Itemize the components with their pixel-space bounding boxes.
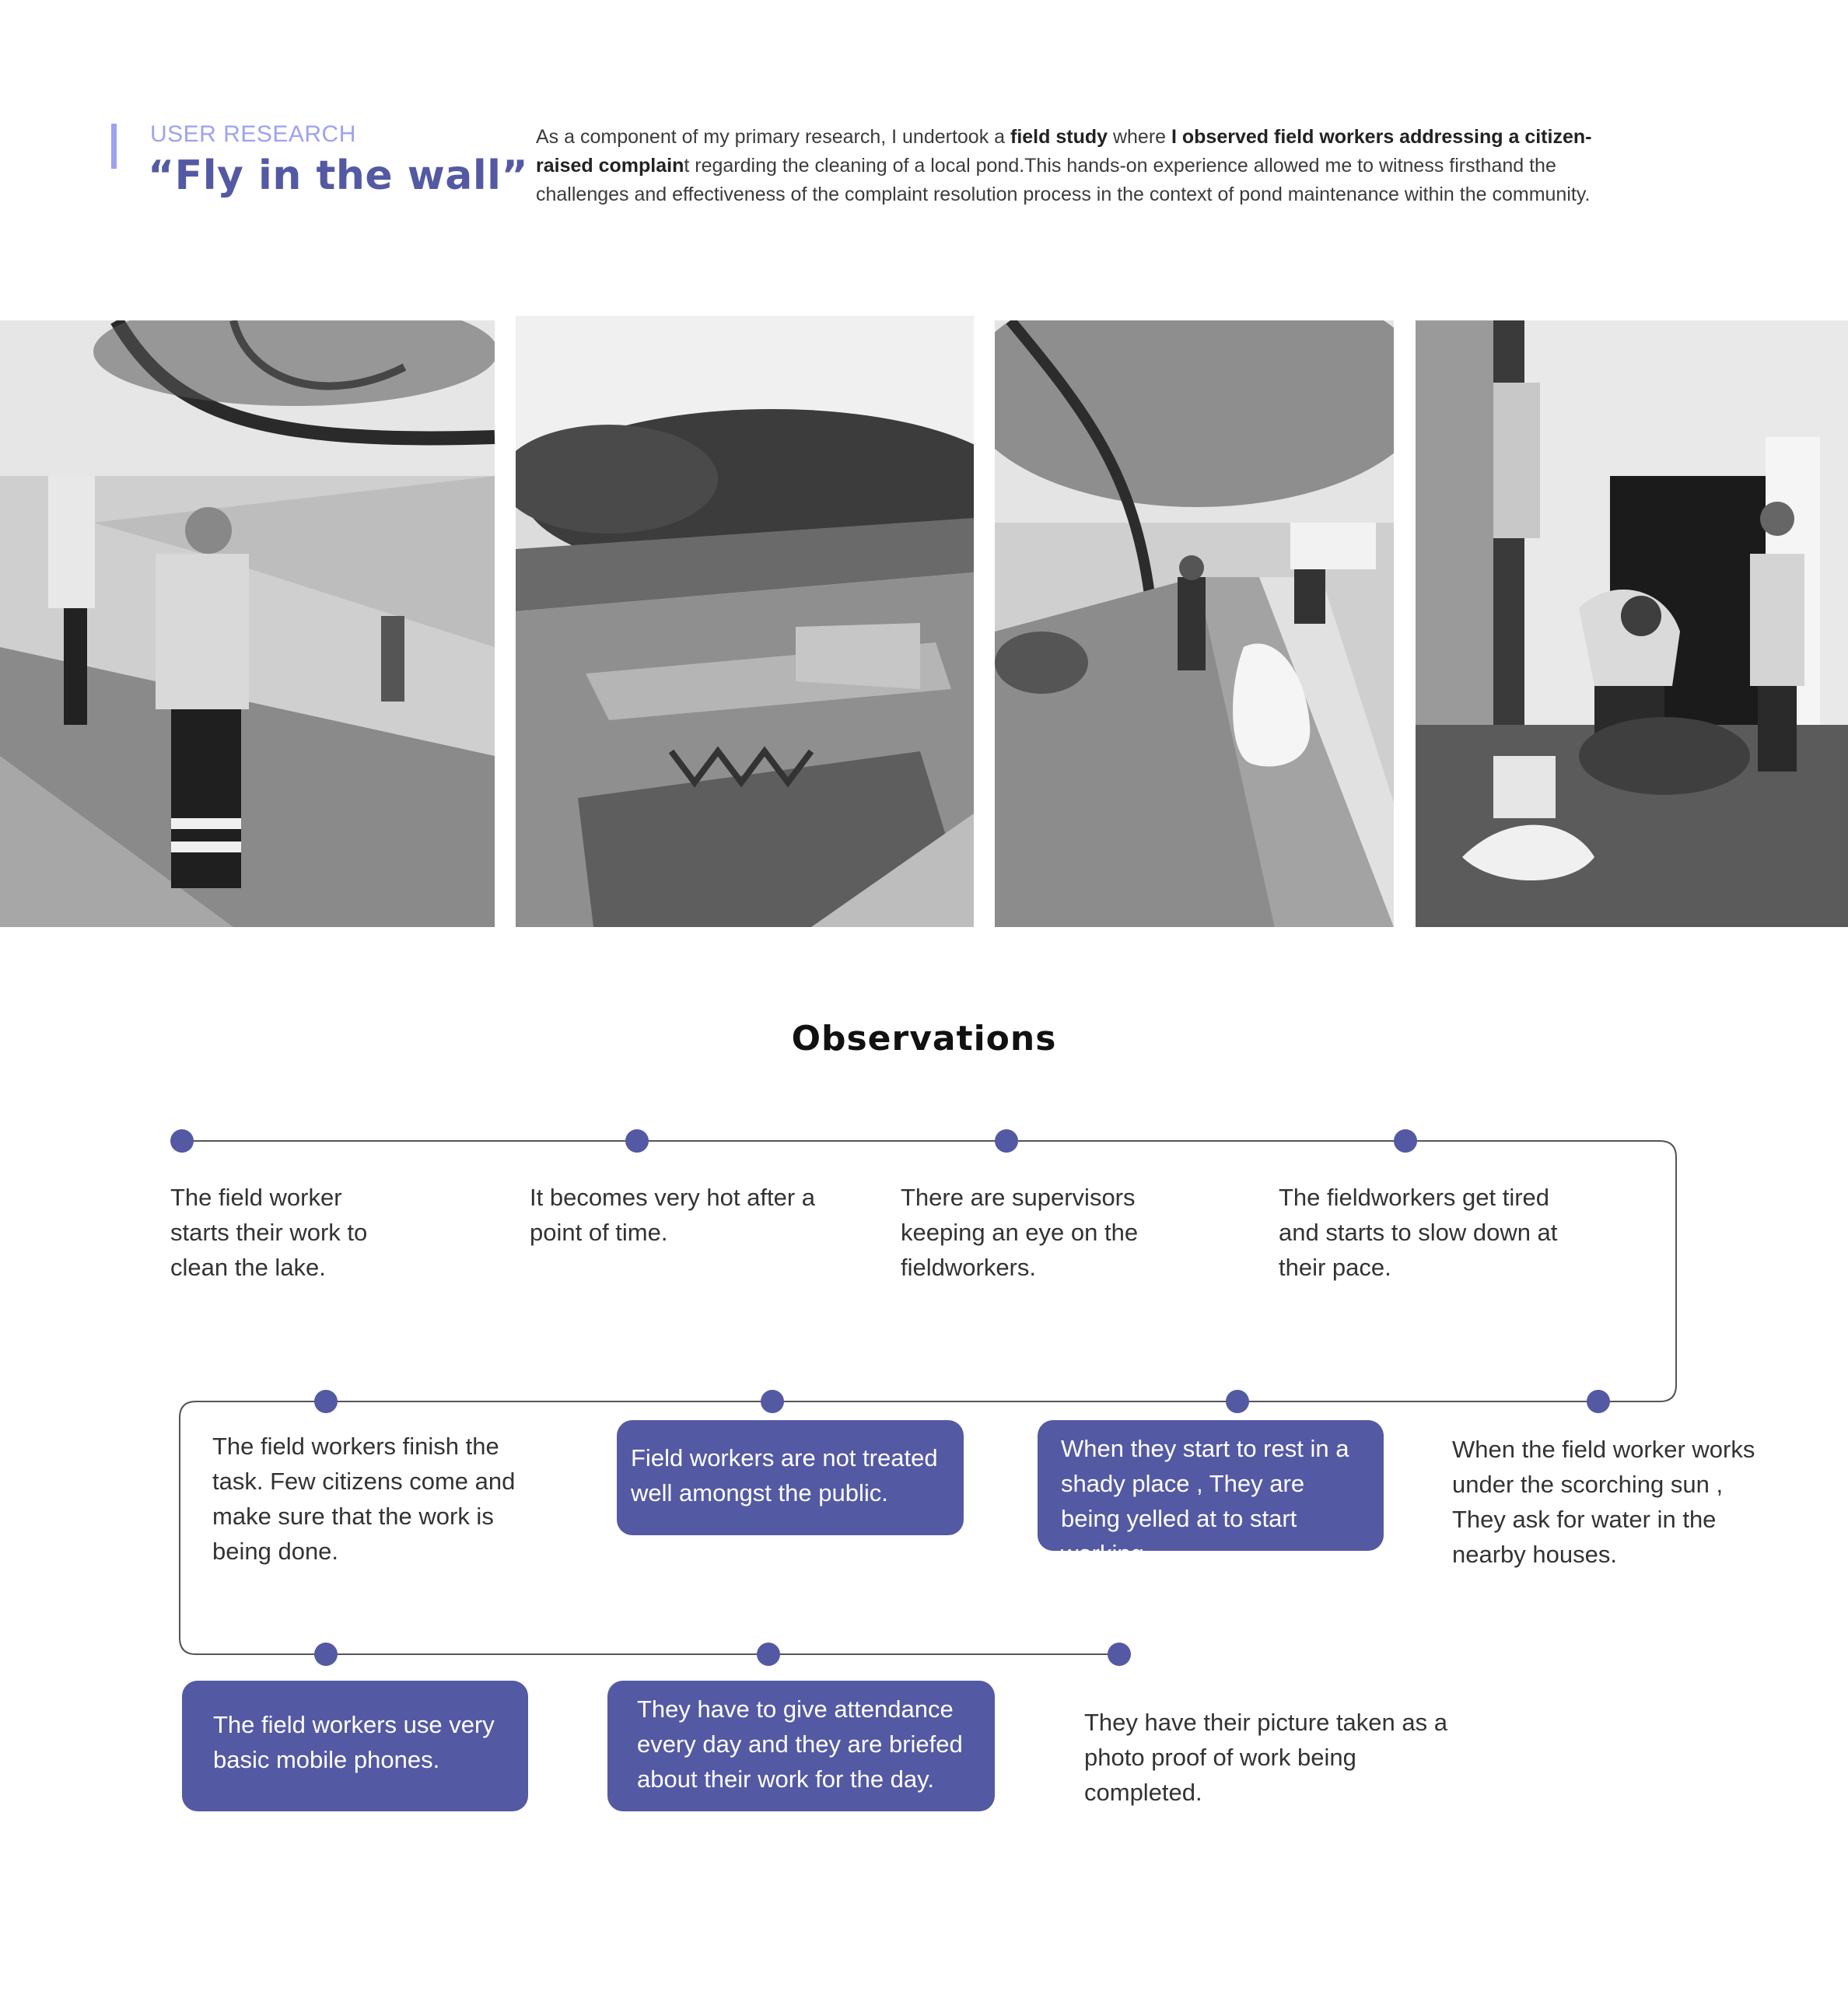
timeline-dot bbox=[170, 1129, 194, 1153]
observation-3: There are supervisors keeping an eye on the fieldworkers. bbox=[901, 1184, 1139, 1281]
observation-11: They have their picture taken as a photo proof of work being completed. bbox=[1084, 1709, 1447, 1806]
timeline-dot bbox=[1108, 1643, 1131, 1666]
observation-6-highlight: When they start to rest in a shady place , They are being yelled at to start working. bbox=[1038, 1420, 1384, 1551]
observation-2: It becomes very hot after a point of time. bbox=[530, 1184, 816, 1246]
timeline-dot bbox=[625, 1129, 649, 1153]
timeline-dot bbox=[757, 1643, 780, 1666]
observation-8: The field workers finish the task. Few citizens come and make sure that the work is being done. bbox=[212, 1433, 516, 1565]
observation-10-highlight: They have to give attendance every day and they are briefed about their work for the day. bbox=[607, 1681, 995, 1811]
page-title: “Fly in the wall” bbox=[148, 152, 529, 199]
intro-paragraph: As a component of my primary research, I undertook a field study where I observed field workers addressing a citizen-raised complaint regarding the cleaning of a local pond.This hands-on experience allowed me to witness firsthand the challenges and effectiveness of the complaint resolution process in the context of pond maintenance within the community. bbox=[536, 126, 1592, 205]
observation-9-highlight: The field workers use very basic mobile phones. bbox=[182, 1681, 528, 1811]
timeline-dot bbox=[995, 1129, 1018, 1153]
timeline-dot bbox=[314, 1643, 338, 1666]
timeline-dot bbox=[1587, 1390, 1610, 1413]
section-eyebrow: USER RESEARCH bbox=[150, 121, 356, 147]
timeline-dot bbox=[314, 1390, 338, 1413]
timeline-dot bbox=[1394, 1129, 1417, 1153]
observation-5: When the field worker works under the scorching sun , They ask for water in the nearby houses. bbox=[1452, 1436, 1755, 1568]
timeline-dot bbox=[1226, 1390, 1249, 1413]
observations-title: Observations bbox=[791, 1019, 1057, 1058]
observation-7-highlight: Field workers are not treated well amongst the public. bbox=[617, 1420, 964, 1535]
observation-1: The field worker starts their work to clean the lake. bbox=[170, 1184, 368, 1281]
timeline-dot bbox=[761, 1390, 784, 1413]
observation-4: The fieldworkers get tired and starts to slow down at their pace. bbox=[1279, 1184, 1558, 1281]
